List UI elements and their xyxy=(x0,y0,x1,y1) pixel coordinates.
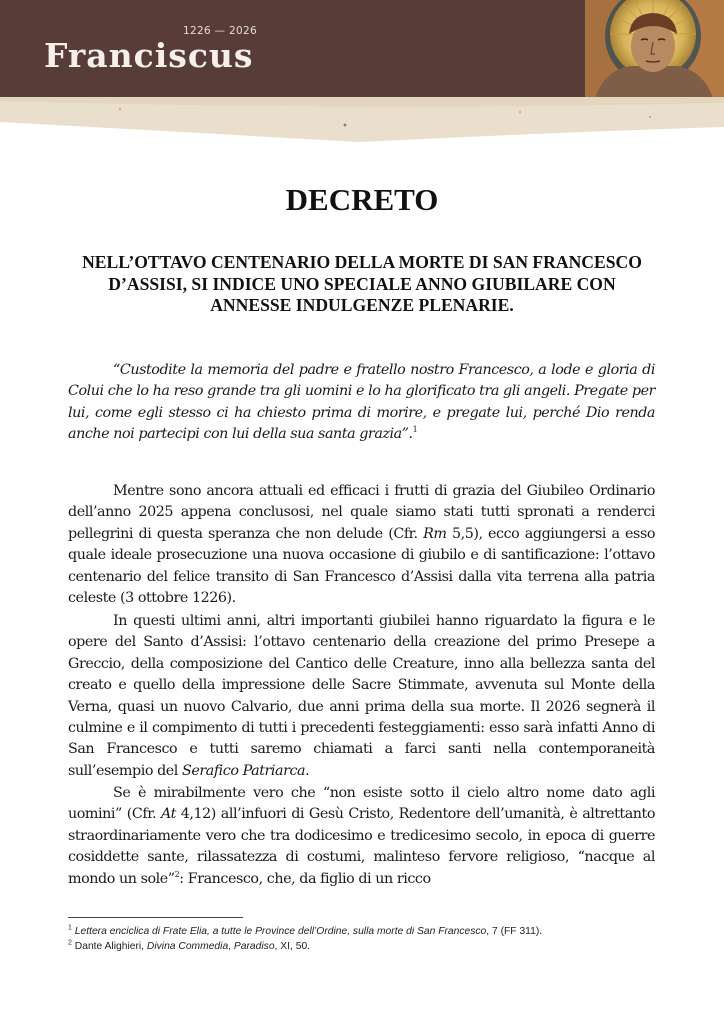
footnote-1: $^1$ Lettera enciclica di Frate Elia, a tutte le Province dell’Ordine, sulla morte di San Francesco, 7 (FF 311). xyxy=(68,924,543,937)
footnote-ref-2[interactable]: 2 xyxy=(174,869,180,879)
portrait-illustration xyxy=(585,0,724,98)
logo-years: 1226 — 2026 xyxy=(183,25,257,37)
logo-wordmark: Franciscus xyxy=(44,36,254,75)
quote-text: “Custodite la memoria del padre e fratello nostro Francesco, a lode e gloria di Colui che lo ha reso grande tra gli uomini e lo ha glorificato tra gli angeli. Pregate per lui, come egli stesso ci ha chiesto prima di morire, e pregate lui, perché Dio renda anche noi partecipi con lui della sua santa grazia”. xyxy=(68,362,655,443)
serafico-patriarca: Serafico Patriarca xyxy=(182,762,306,779)
footnote-ref-1[interactable]: 1 xyxy=(412,425,418,435)
footnote-divider xyxy=(68,917,243,918)
paragraph-2 xyxy=(68,611,655,782)
header-banner xyxy=(0,0,724,98)
quote-paragraph xyxy=(68,360,655,446)
paragraph-1 xyxy=(68,481,655,609)
footnotes xyxy=(68,924,668,954)
footnote-2: $^2$ Dante Alighieri, Divina Commedia, Paradiso, XI, 50. xyxy=(68,939,311,952)
paragraph-3-text-a: Se è mirabilmente vero che “non esiste sotto il cielo altro nome dato agli uomini” (Cfr. xyxy=(68,785,655,823)
paragraph-1-text-a: Mentre sono ancora attuali ed efficaci i frutti di grazia del Giubileo Ordinario dell’anno 2025 appena conclusosi, nel quale siamo stati tutti spronati a renderci pellegrini di questa speranza che non delude (Cfr. xyxy=(68,483,655,542)
document-title: DECRETO xyxy=(285,182,439,217)
paragraph-3-text-b: 4,12) all’infuori di Gesù Cristo, Redentore dell’umanità, è altrettanto straordinariamente vero che tra dodicesimo e tredicesimo secolo, in epoca di guerre cosiddette sante, rilassatezza di costumi, malinteso fervore religioso, “nacque al mondo un sole” xyxy=(68,806,655,887)
saint-francis-portrait-image xyxy=(585,0,724,98)
paragraph-2-text-a: In questi ultimi anni, altri importanti giubilei hanno riguardato la figura e le opere del Santo d’Assisi: l’ottavo centenario della creazione del primo Presepe a Greccio, della composizione del Cantico delle Creature, inno alla bellezza santa del creato e quello della impressione delle Sacre Stimmate, avvenuta sul Monte della Verna, quasi un nuovo Calvario, due anni prima della sua morte. Il 2026 segnerà il culmine e il compimento di tutti i precedenti festeggiamenti: esso sarà infatti Anno di San Francesco e tutti saremo chiamati a farci santi nella contemporaneità sull’esempio del xyxy=(68,613,655,779)
bible-ref-rm: Rm xyxy=(423,525,447,542)
paragraph-3-text-c: : Francesco, che, da figlio di un ricco xyxy=(179,870,431,887)
bible-ref-at: At xyxy=(160,806,176,823)
paragraph-3 xyxy=(68,783,655,890)
paragraph-1-text-b: 5,5), ecco aggiungersi a esso quale ideale prosecuzione una nuova occasione di giubilo e di santificazione: l’ottavo centenario del felice transito di San Francesco d’Assisi dalla vita terrena alla patria celeste (3 ottobre 1226). xyxy=(68,525,655,607)
paragraph-2-text-b: . xyxy=(305,762,310,779)
document-subtitle: NELL’OTTAVO CENTENARIO DELLA MORTE DI SAN FRANCESCO D’ASSISI, SI INDICE UNO SPECIALE ANNO GIUBILARE CON ANNESSE INDULGENZE PLENARIE. xyxy=(82,252,642,315)
parchment-strip xyxy=(0,97,724,147)
